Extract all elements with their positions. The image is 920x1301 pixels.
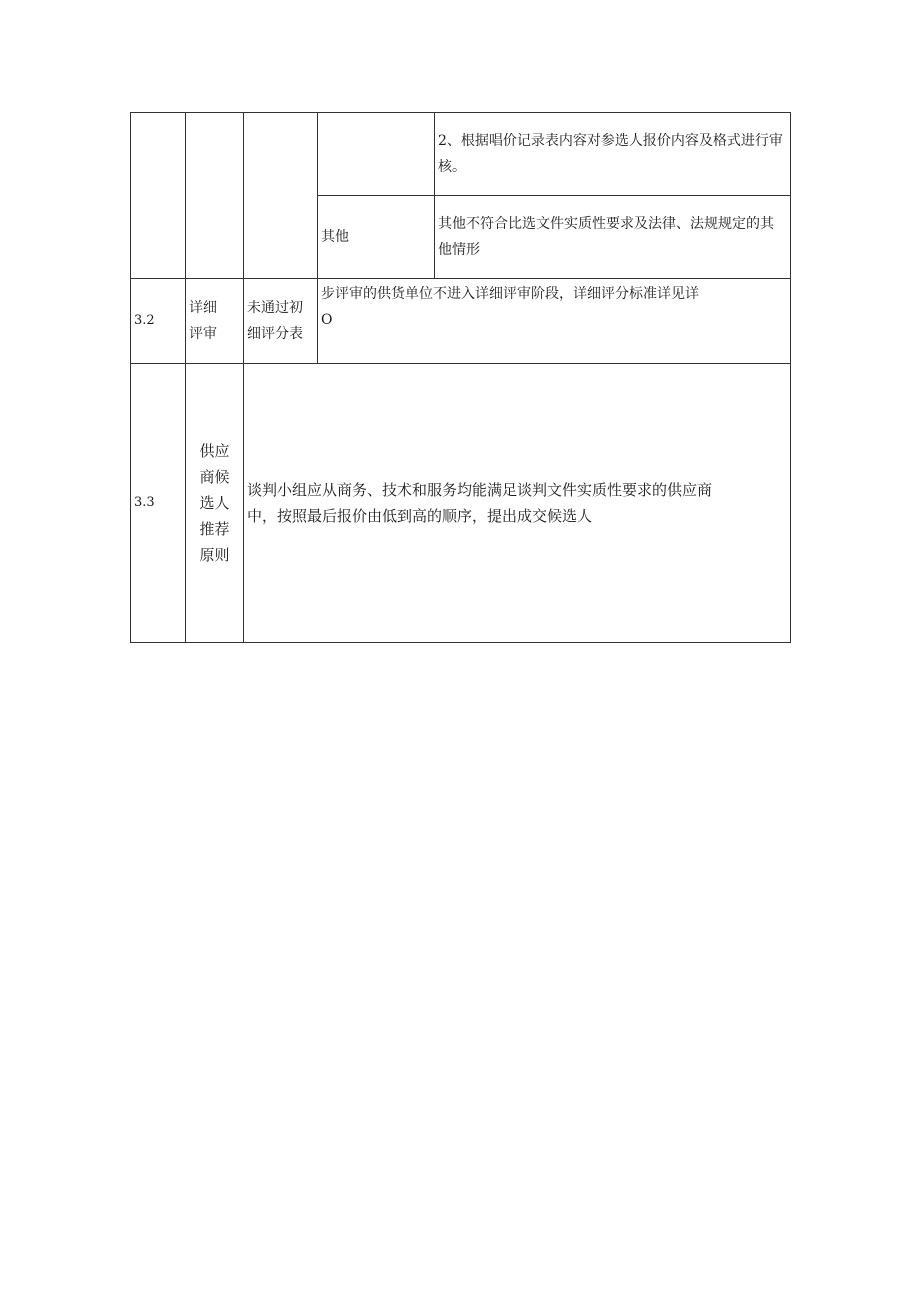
section-name-line: 详细: [189, 300, 217, 316]
section-name: [186, 364, 244, 643]
empty-cell: [318, 113, 435, 196]
table-row: [131, 279, 791, 364]
criteria-line: 未通过初: [247, 300, 303, 316]
section-name-line: 推荐: [199, 520, 230, 538]
empty-cell: [131, 113, 186, 279]
requirement-cell: 2、根据唱价记录表内容对参选人报价内容及格式进行审核。: [435, 113, 791, 196]
item-cell: 其他: [318, 196, 435, 279]
content-cell: [318, 279, 791, 364]
content-line: 步评审的供货单位不进入详细评审阶段，详细评分标准详见详: [321, 286, 699, 302]
content-line: O: [321, 312, 333, 328]
section-name-line: 商候: [199, 468, 230, 486]
table-row: [131, 364, 791, 643]
section-name-line: 供应: [199, 442, 230, 460]
section-number: 3.3: [131, 364, 186, 643]
evaluation-table: [130, 112, 791, 643]
section-name-line: 评审: [189, 326, 217, 342]
empty-cell: [186, 113, 244, 279]
table-row: [131, 113, 791, 196]
content-line: 中，按照最后报价由低到高的顺序，提出成交候选人: [247, 507, 593, 525]
section-name-line: 选人: [199, 494, 230, 512]
criteria-cell: [244, 279, 318, 364]
section-name-line: 原则: [199, 546, 230, 564]
section-number: 3.2: [131, 279, 186, 364]
empty-cell: [244, 113, 318, 279]
criteria-line: 细评分表: [247, 326, 303, 342]
requirement-cell: 其他不符合比选文件实质性要求及法律、法规规定的其他情形: [435, 196, 791, 279]
section-name: [186, 279, 244, 364]
content-cell: [244, 364, 791, 643]
content-line: 谈判小组应从商务、技术和服务均能满足谈判文件实质性要求的供应商: [247, 481, 713, 499]
